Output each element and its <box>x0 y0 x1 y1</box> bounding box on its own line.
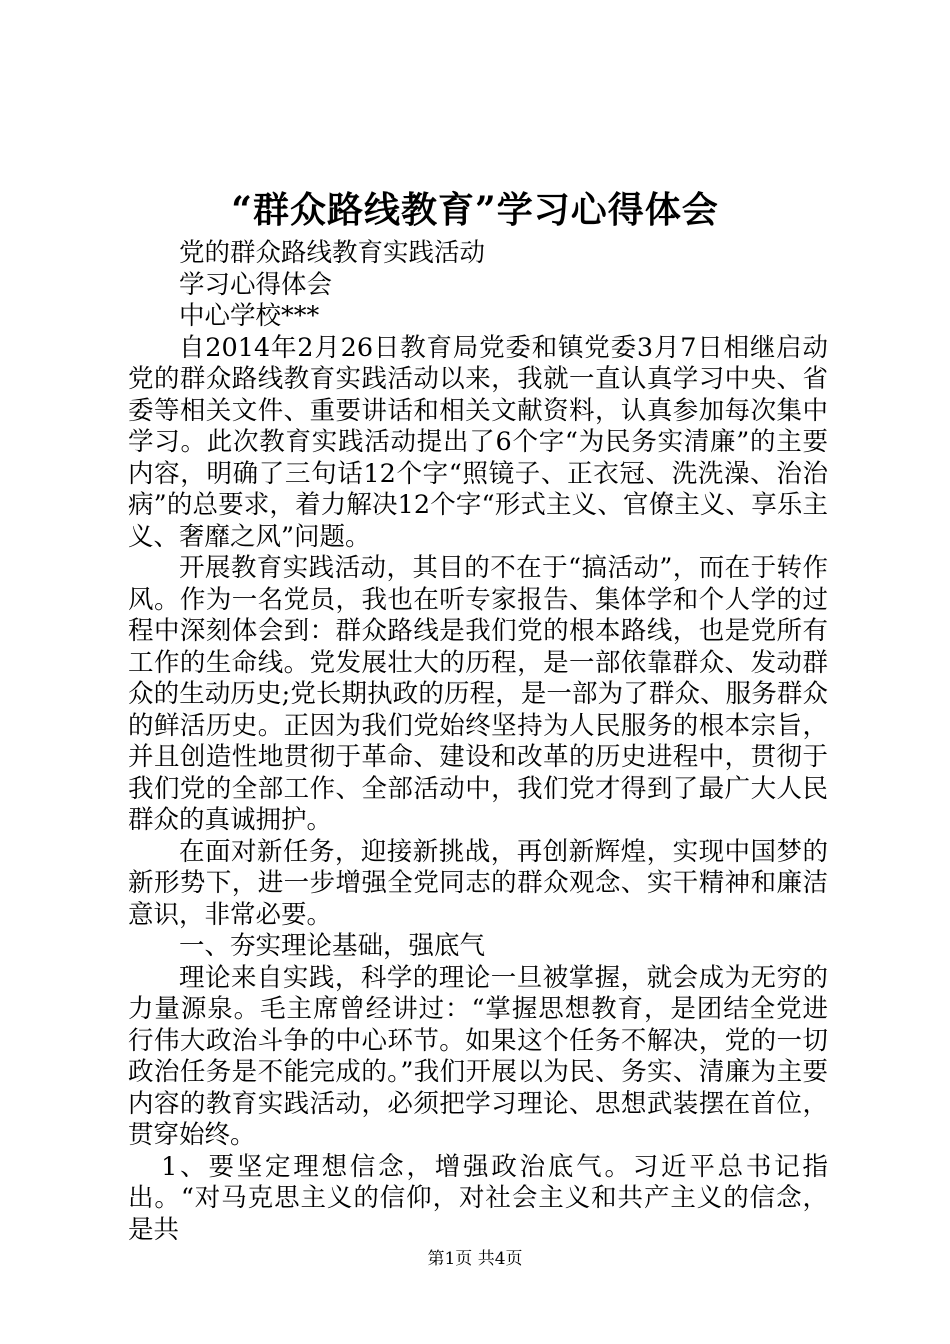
paragraph: 中心学校*** <box>179 301 320 331</box>
document-title: “群众路线教育”学习心得体会 <box>231 189 719 231</box>
paragraph: 理论来自实践，科学的理论一旦被掌握，就会成为无穷的力量源泉。毛主席曾经讲过：“掌握思想教育，是团结全党进行伟大政治斗争的中心环节。如果这个任务不解决，党的一切政治任务是不能完成的。”我们开展以为民、务实、清廉为主要内容的教育实践活动，必须把学习理论、思想武装摆在首位，贯穿始终。 <box>128 962 828 1150</box>
paragraph: 1、要坚定理想信念，增强政治底气。习近平总书记指出。“对马克思主义的信仰，对社会主义和共产主义的信念，是共 <box>128 1151 828 1245</box>
paragraph: 自2014年2月26日教育局党委和镇党委3月7日相继启动党的群众路线教育实践活动以来，我就一直认真学习中央、省委等相关文件、重要讲话和相关文献资料，认真参加每次集中学习。此次教育实践活动提出了6个字“为民务实清廉”的主要内容，明确了三句话12个字“照镜子、正衣冠、洗洗澡、治治病”的总要求，着力解决12个字“形式主义、官僚主义、享乐主义、奢靡之风”问题。 <box>128 332 828 552</box>
paragraph: 学习心得体会 <box>179 269 333 300</box>
document-body <box>128 238 828 1246</box>
page-footer: 第1页 共4页 <box>427 1249 523 1269</box>
paragraph: 党的群众路线教育实践活动 <box>179 238 486 268</box>
paragraph: 在面对新任务，迎接新挑战，再创新辉煌，实现中国梦的新形势下，进一步增强全党同志的群众观念、实干精神和廉洁意识，非常必要。 <box>128 836 828 930</box>
paragraph: 开展教育实践活动，其目的不在于“搞活动”，而在于转作风。作为一名党员，我也在听专家报告、集体学和个人学的过程中深刻体会到：群众路线是我们党的根本路线，也是党所有工作的生命线。党发展壮大的历程，是一部依靠群众、发动群众的生动历史;党长期执政的历程，是一部为了群众、服务群众的鲜活历史。正因为我们党始终坚持为人民服务的根本宗旨，并且创造性地贯彻于革命、建设和改革的历史进程中，贯彻于我们党的全部工作、全部活动中，我们党才得到了最广大人民群众的真诚拥护。 <box>128 553 828 835</box>
section-heading: 一、夯实理论基础，强底气 <box>179 931 486 961</box>
